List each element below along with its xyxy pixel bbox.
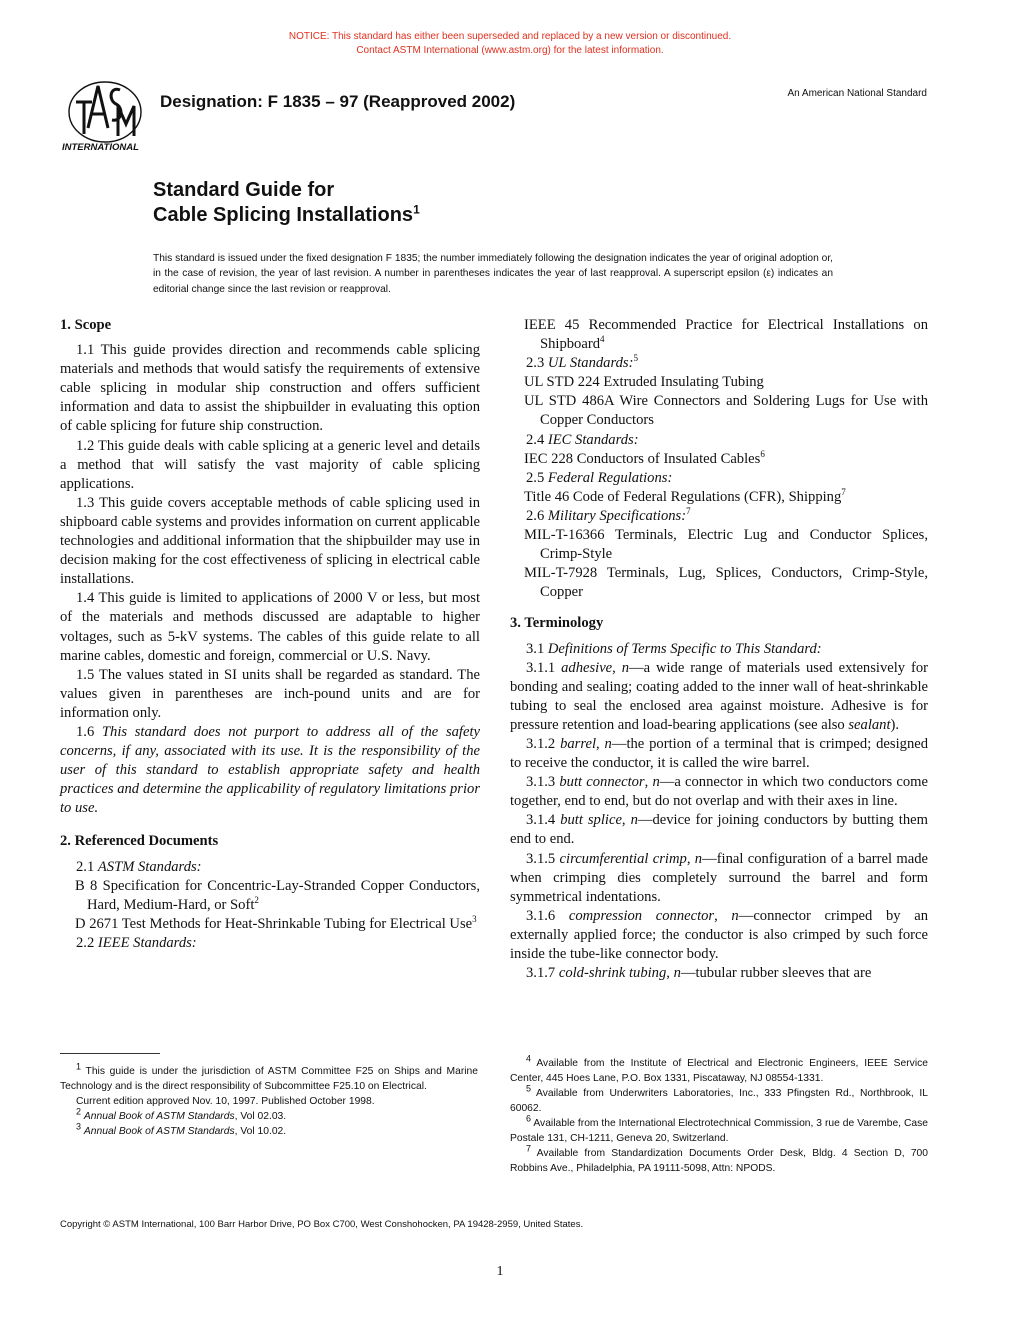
military-specifications-subheading: 2.6 Military Specifications:$^7$ bbox=[526, 506, 691, 524]
scope-para-1-4: 1.4 This guide is limited to applications of 2000 V or less, but most of the materials and methods discussed are adaptable to higher voltages, such as 5-kV systems. The cables of this guide relate to all marine cables, domestic and foreign, commercial or U.S. Navy. bbox=[60, 590, 480, 664]
ref-iec228: IEC 228 Conductors of Insulated Cables$^6$ bbox=[524, 448, 765, 467]
footnote-separator-left bbox=[60, 1053, 160, 1054]
right-column bbox=[510, 316, 928, 983]
designation: Designation: F 1835 – 97 (Reapproved 2002) bbox=[160, 92, 516, 111]
ul-standards-subheading: 2.3 UL Standards:$^5$ bbox=[526, 353, 638, 372]
iec-standards-subheading: 2.4 IEC Standards: bbox=[526, 431, 639, 448]
page-number: 1 bbox=[496, 1264, 504, 1279]
footnote-3: $^3$ Annual Book of ASTM Standards, Vol 10.02. bbox=[76, 1121, 287, 1137]
footnote-4: $^4$ Available from the Institute of Electrical and Electronic Engineers, IEEE Service Center, 445 Hoes Lane, P.O. Box 1331, Piscataway, NJ 08554-1331. bbox=[510, 1053, 928, 1084]
ref-b8: B 8 Specification for Concentric-Lay-Stranded Copper Conductors, Hard, Medium-Hard, or Soft$^2$ bbox=[75, 877, 480, 913]
scope-para-1-5: 1.5 The values stated in SI units shall be regarded as standard. The values given in parentheses are inch-pound units and are for information only. bbox=[60, 666, 480, 721]
supersession-notice bbox=[0, 30, 1020, 58]
page-title bbox=[153, 178, 420, 228]
american-national-standard: An American National Standard bbox=[787, 88, 927, 99]
ref-ul224: UL STD 224 Extruded Insulating Tubing bbox=[524, 374, 764, 391]
left-column bbox=[60, 316, 480, 953]
footnote-6: $^6$ Available from the International Electrotechnical Commission, 3 rue de Varembe, Case Postale 131, CH-1211, Geneva 20, Switzerland. bbox=[510, 1113, 928, 1144]
term-circumferential-crimp: 3.1.5 circumferential crimp, n—final configuration of a barrel made when crimping dies completely surround the barrel and form symmetrical indentations. bbox=[510, 850, 928, 905]
astm-standards-subheading: 2.1 ASTM Standards: bbox=[76, 858, 202, 875]
title-line-2: Cable Splicing Installations$^1$ bbox=[153, 202, 420, 226]
scope-para-1-1: 1.1 This guide provides direction and recommends cable splicing materials and methods that would satisfy the requirements of extensive cable splicing in modular ship construction and offers sufficient information and data to assist the shipbuilder in evaluating this option of cable splicing for future ship construction. bbox=[60, 342, 480, 435]
section-heading-terminology: 3. Terminology bbox=[510, 615, 604, 632]
section-heading-scope: 1. Scope bbox=[60, 317, 112, 333]
issue-note: This standard is issued under the fixed designation F 1835; the number immediately following the designation indicates the year of original adoption or, in the case of revision, the year of last revision. A number in parentheses indicates the year of last reapproval. A superscript epsilon (ε) indicates an editorial change since the last revision or reapproval. bbox=[153, 253, 833, 295]
astm-logo bbox=[58, 76, 148, 154]
footnote-7: $^7$ Available from Standardization Documents Order Desk, Bldg. 4 Section D, 700 Robbins Ave., Philadelphia, PA 19111-5098, Attn: NPODS. bbox=[510, 1143, 928, 1174]
ref-ul486a: UL STD 486A Wire Connectors and Soldering Lugs for Use with Copper Conductors bbox=[524, 393, 928, 429]
ieee-standards-subheading: 2.2 IEEE Standards: bbox=[76, 934, 197, 951]
logo-wordmark: INTERNATIONAL bbox=[62, 142, 139, 153]
title-footnote-mark: 1 bbox=[413, 202, 420, 217]
footnote-1-edition: Current edition approved Nov. 10, 1997. Published October 1998. bbox=[76, 1096, 375, 1107]
notice-line-1: NOTICE: This standard has either been superseded and replaced by a new version or discontinued. bbox=[288, 31, 732, 42]
footnotes-right bbox=[510, 1053, 928, 1176]
ref-ieee45: IEEE 45 Recommended Practice for Electrical Installations on Shipboard$^4$ bbox=[524, 317, 928, 353]
ref-mil7928: MIL-T-7928 Terminals, Lug, Splices, Conductors, Crimp-Style, Copper bbox=[524, 565, 928, 601]
scope-para-1-6: 1.6 This standard does not purport to address all of the safety concerns, if any, associated with its use. It is the responsibility of the user of this standard to establish appropriate safety and health practices and determine the applicability of regulatory limitations prior to use. bbox=[60, 723, 480, 817]
term-compression-connector: 3.1.6 compression connector, n—connector crimped by an externally applied force; the conductor is also crimped by such force inside the tube-like connector body. bbox=[510, 907, 929, 962]
ref-mil16366: MIL-T-16366 Terminals, Electric Lug and Conductor Splices, Crimp-Style bbox=[524, 527, 928, 563]
definitions-subheading: 3.1 Definitions of Terms Specific to This Standard: bbox=[526, 640, 822, 657]
scope-para-1-2: 1.2 This guide deals with cable splicing at a generic level and details a method that will satisfy the vast majority of cable splicing applications. bbox=[60, 437, 480, 492]
term-butt-connector: 3.1.3 butt connector, n—a connector in which two conductors come together, end to end, but do not overlap and with their axes in line. bbox=[510, 774, 929, 810]
ref-title46: Title 46 Code of Federal Regulations (CFR), Shipping$^7$ bbox=[524, 486, 846, 505]
scope-para-1-3: 1.3 This guide covers acceptable methods of cable splicing used in shipboard cable systems and provides information on current applicable technologies and additional information that the shipbuilder may use in decision making for the cost effectiveness of splicing in electrical cable installations. bbox=[60, 494, 480, 588]
term-butt-splice: 3.1.4 butt splice, n—device for joining conductors by butting them end to end. bbox=[510, 812, 928, 848]
notice-line-2: Contact ASTM International (www.astm.org) for the latest information. bbox=[356, 45, 664, 56]
footnotes-left bbox=[60, 1061, 478, 1139]
ref-d2671: D 2671 Test Methods for Heat-Shrinkable Tubing for Electrical Use$^3$ bbox=[75, 913, 477, 932]
term-adhesive: 3.1.1 adhesive, n—a wide range of materials used extensively for bonding and sealing; coating added to the inner wall of heat-shrinkable tubing to seal the enclosed area against moisture. Adhesive is for pressure retention and load-bearing applications (see also sealant). bbox=[510, 659, 928, 733]
footnote-2: $^2$ Annual Book of ASTM Standards, Vol 02.03. bbox=[76, 1106, 287, 1122]
footnote-1: $^1$ This guide is under the jurisdiction of ASTM Committee F25 on Ships and Marine Technology and is the direct responsibility of Subcommittee F25.10 on Electrical. bbox=[60, 1061, 478, 1092]
astm-logo-icon bbox=[58, 76, 148, 154]
copyright: Copyright © ASTM International, 100 Barr Harbor Drive, PO Box C700, West Conshohocken, PA 19428-2959, United States. bbox=[60, 1219, 584, 1230]
term-barrel: 3.1.2 barrel, n—the portion of a terminal that is crimped; designed to receive the conductor, it is called the wire barrel. bbox=[510, 735, 929, 772]
footnote-5: $^5$ Available from Underwriters Laboratories, Inc., 333 Pfingsten Rd., Northbrook, IL 60062. bbox=[510, 1083, 928, 1114]
federal-regulations-subheading: 2.5 Federal Regulations: bbox=[526, 469, 673, 486]
term-cold-shrink-tubing: 3.1.7 cold-shrink tubing, n—tubular rubber sleeves that are bbox=[526, 965, 872, 982]
section-heading-referenced-documents: 2. Referenced Documents bbox=[60, 833, 219, 850]
title-line-1: Standard Guide for bbox=[153, 179, 335, 201]
